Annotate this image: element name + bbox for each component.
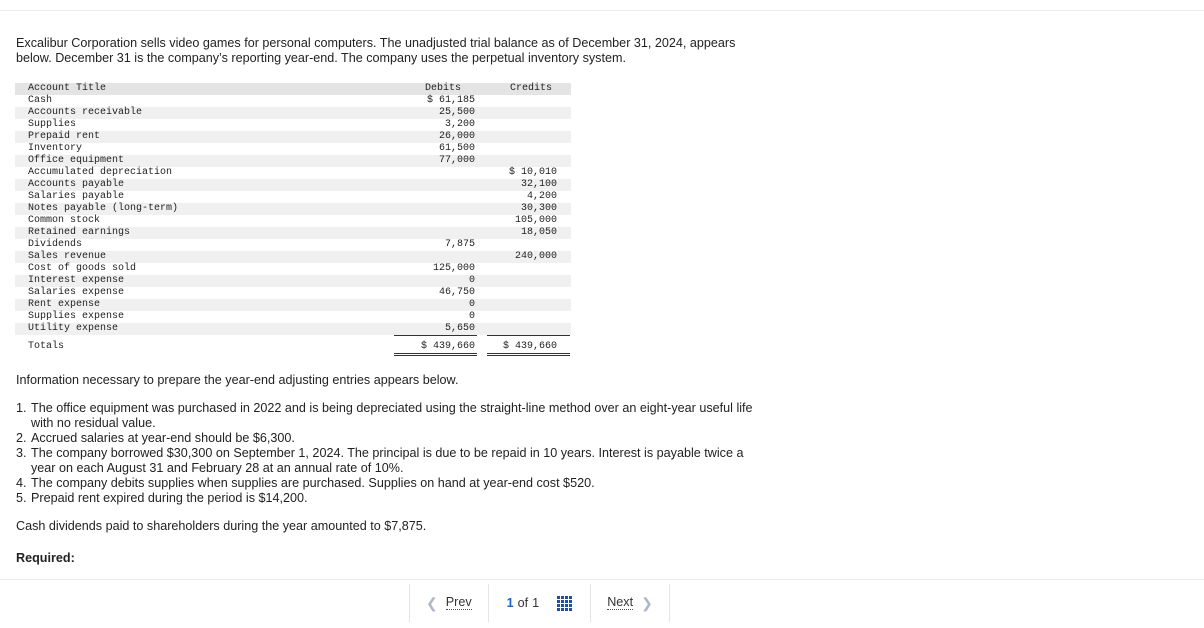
list-item-number: 3. bbox=[16, 446, 27, 460]
next-label: Next bbox=[607, 595, 634, 609]
table-row bbox=[15, 203, 571, 215]
table-row bbox=[15, 107, 571, 119]
debit-cell: 61,500 bbox=[438, 143, 475, 154]
table-row bbox=[15, 311, 571, 323]
credit-double-underline-1 bbox=[487, 353, 570, 354]
totals-credit: $ 439,660 bbox=[502, 341, 557, 352]
account-title-cell: Salaries payable bbox=[28, 191, 125, 202]
credit-cell: 105,000 bbox=[514, 215, 557, 226]
cash-dividends-note: Cash dividends paid to shareholders during the year amounted to $7,875. bbox=[16, 519, 427, 533]
debit-cell: 3,200 bbox=[444, 119, 475, 130]
totals-label: Totals bbox=[28, 341, 65, 352]
debit-cell: $ 61,185 bbox=[426, 95, 475, 106]
current-page: 1 bbox=[506, 596, 514, 610]
account-title-cell: Rent expense bbox=[28, 299, 101, 310]
account-title-cell: Accounts payable bbox=[28, 179, 125, 190]
prev-button[interactable] bbox=[409, 584, 489, 622]
account-title-cell: Accumulated depreciation bbox=[28, 167, 173, 178]
account-title-cell: Supplies bbox=[28, 119, 77, 130]
debit-double-underline-2 bbox=[394, 355, 477, 356]
list-item-text: The office equipment was purchased in 2022 and is being depreciated using the straight-line method over an eight-year useful life bbox=[31, 401, 753, 415]
list-item bbox=[16, 401, 816, 431]
account-title-cell: Inventory bbox=[28, 143, 83, 154]
trial-balance-table bbox=[15, 83, 571, 354]
credit-cell: 30,300 bbox=[520, 203, 557, 214]
debit-double-underline-1 bbox=[394, 353, 477, 354]
credit-underline bbox=[487, 335, 570, 336]
list-item-number: 2. bbox=[16, 431, 27, 445]
problem-intro bbox=[16, 36, 796, 66]
required-heading: Required: bbox=[16, 551, 75, 565]
table-row bbox=[15, 251, 571, 263]
debit-cell: 5,650 bbox=[444, 323, 475, 334]
list-item-text: Accrued salaries at year-end should be $6,300. bbox=[31, 431, 295, 445]
debit-cell: 0 bbox=[468, 299, 475, 310]
credit-cell: $ 10,010 bbox=[508, 167, 557, 178]
chevron-right-icon: ❯ bbox=[641, 594, 653, 611]
list-item-text: with no residual value. bbox=[31, 416, 156, 430]
account-title-cell: Interest expense bbox=[28, 275, 125, 286]
credit-cell: 18,050 bbox=[520, 227, 557, 238]
top-divider bbox=[0, 10, 1204, 11]
account-title-cell: Notes payable (long-term) bbox=[28, 203, 179, 214]
debit-cell: 25,500 bbox=[438, 107, 475, 118]
table-row bbox=[15, 95, 571, 107]
table-row bbox=[15, 155, 571, 167]
table-header-row bbox=[15, 83, 571, 95]
pagination bbox=[409, 584, 670, 622]
table-row bbox=[15, 215, 571, 227]
credit-double-underline-2 bbox=[487, 355, 570, 356]
grid-icon[interactable] bbox=[557, 596, 572, 611]
table-row bbox=[15, 287, 571, 299]
credit-cell: 4,200 bbox=[526, 191, 557, 202]
table-row bbox=[15, 179, 571, 191]
table-row bbox=[15, 299, 571, 311]
account-title-cell: Office equipment bbox=[28, 155, 125, 166]
intro-line-2: below. December 31 is the company’s reporting year-end. The company uses the perpetual inventory system. bbox=[16, 51, 626, 65]
table-row bbox=[15, 191, 571, 203]
table-row bbox=[15, 167, 571, 179]
table-row bbox=[15, 239, 571, 251]
list-item bbox=[16, 491, 816, 506]
debit-cell: 125,000 bbox=[432, 263, 475, 274]
table-row bbox=[15, 323, 571, 335]
table-body bbox=[15, 95, 571, 335]
account-title-cell: Utility expense bbox=[28, 323, 119, 334]
list-item-text: The company debits supplies when supplies are purchased. Supplies on hand at year-end cost $520. bbox=[31, 476, 595, 490]
account-title-cell: Prepaid rent bbox=[28, 131, 101, 142]
page-indicator bbox=[489, 596, 591, 611]
info-heading: Information necessary to prepare the year-end adjusting entries appears below. bbox=[16, 373, 459, 387]
header-credits: Credits bbox=[509, 83, 552, 94]
totals-row bbox=[15, 340, 571, 354]
bottom-divider bbox=[0, 579, 1204, 580]
of-label: of bbox=[517, 596, 529, 610]
adjustments-list bbox=[16, 401, 816, 506]
header-account-title: Account Title bbox=[28, 83, 107, 94]
list-item-number: 4. bbox=[16, 476, 27, 490]
credit-cell: 240,000 bbox=[514, 251, 557, 262]
account-title-cell: Retained earnings bbox=[28, 227, 131, 238]
account-title-cell: Accounts receivable bbox=[28, 107, 143, 118]
header-debits: Debits bbox=[424, 83, 461, 94]
list-item-number: 1. bbox=[16, 401, 27, 415]
debit-cell: 46,750 bbox=[438, 287, 475, 298]
account-title-cell: Sales revenue bbox=[28, 251, 107, 262]
credit-cell: 32,100 bbox=[520, 179, 557, 190]
account-title-cell: Cash bbox=[28, 95, 53, 106]
total-pages: 1 bbox=[532, 596, 540, 610]
list-item-number: 5. bbox=[16, 491, 27, 505]
debit-underline bbox=[394, 335, 477, 336]
list-item bbox=[16, 431, 816, 446]
list-item bbox=[16, 446, 816, 476]
list-item-text: The company borrowed $30,300 on September 1, 2024. The principal is due to be repaid in 10 years. Interest is payable twice a bbox=[31, 446, 744, 460]
debit-cell: 0 bbox=[468, 275, 475, 286]
debit-cell: 26,000 bbox=[438, 131, 475, 142]
totals-debit: $ 439,660 bbox=[420, 341, 475, 352]
debit-cell: 77,000 bbox=[438, 155, 475, 166]
chevron-left-icon: ❮ bbox=[426, 594, 438, 611]
table-row bbox=[15, 227, 571, 239]
account-title-cell: Dividends bbox=[28, 239, 83, 250]
list-item-text: Prepaid rent expired during the period is $14,200. bbox=[31, 491, 308, 505]
debit-cell: 0 bbox=[468, 311, 475, 322]
list-item bbox=[16, 476, 816, 491]
prev-label: Prev bbox=[445, 595, 472, 609]
table-row bbox=[15, 263, 571, 275]
debit-cell: 7,875 bbox=[444, 239, 475, 250]
list-item-text: year on each August 31 and February 28 at an annual rate of 10%. bbox=[31, 461, 404, 475]
account-title-cell: Cost of goods sold bbox=[28, 263, 137, 274]
table-row bbox=[15, 275, 571, 287]
table-row bbox=[15, 119, 571, 131]
table-row bbox=[15, 143, 571, 155]
next-button[interactable] bbox=[590, 584, 670, 622]
account-title-cell: Supplies expense bbox=[28, 311, 125, 322]
intro-line-1: Excalibur Corporation sells video games for personal computers. The unadjusted trial balance as of December 31, 2024, appears bbox=[16, 36, 736, 50]
account-title-cell: Common stock bbox=[28, 215, 101, 226]
account-title-cell: Salaries expense bbox=[28, 287, 125, 298]
table-row bbox=[15, 131, 571, 143]
